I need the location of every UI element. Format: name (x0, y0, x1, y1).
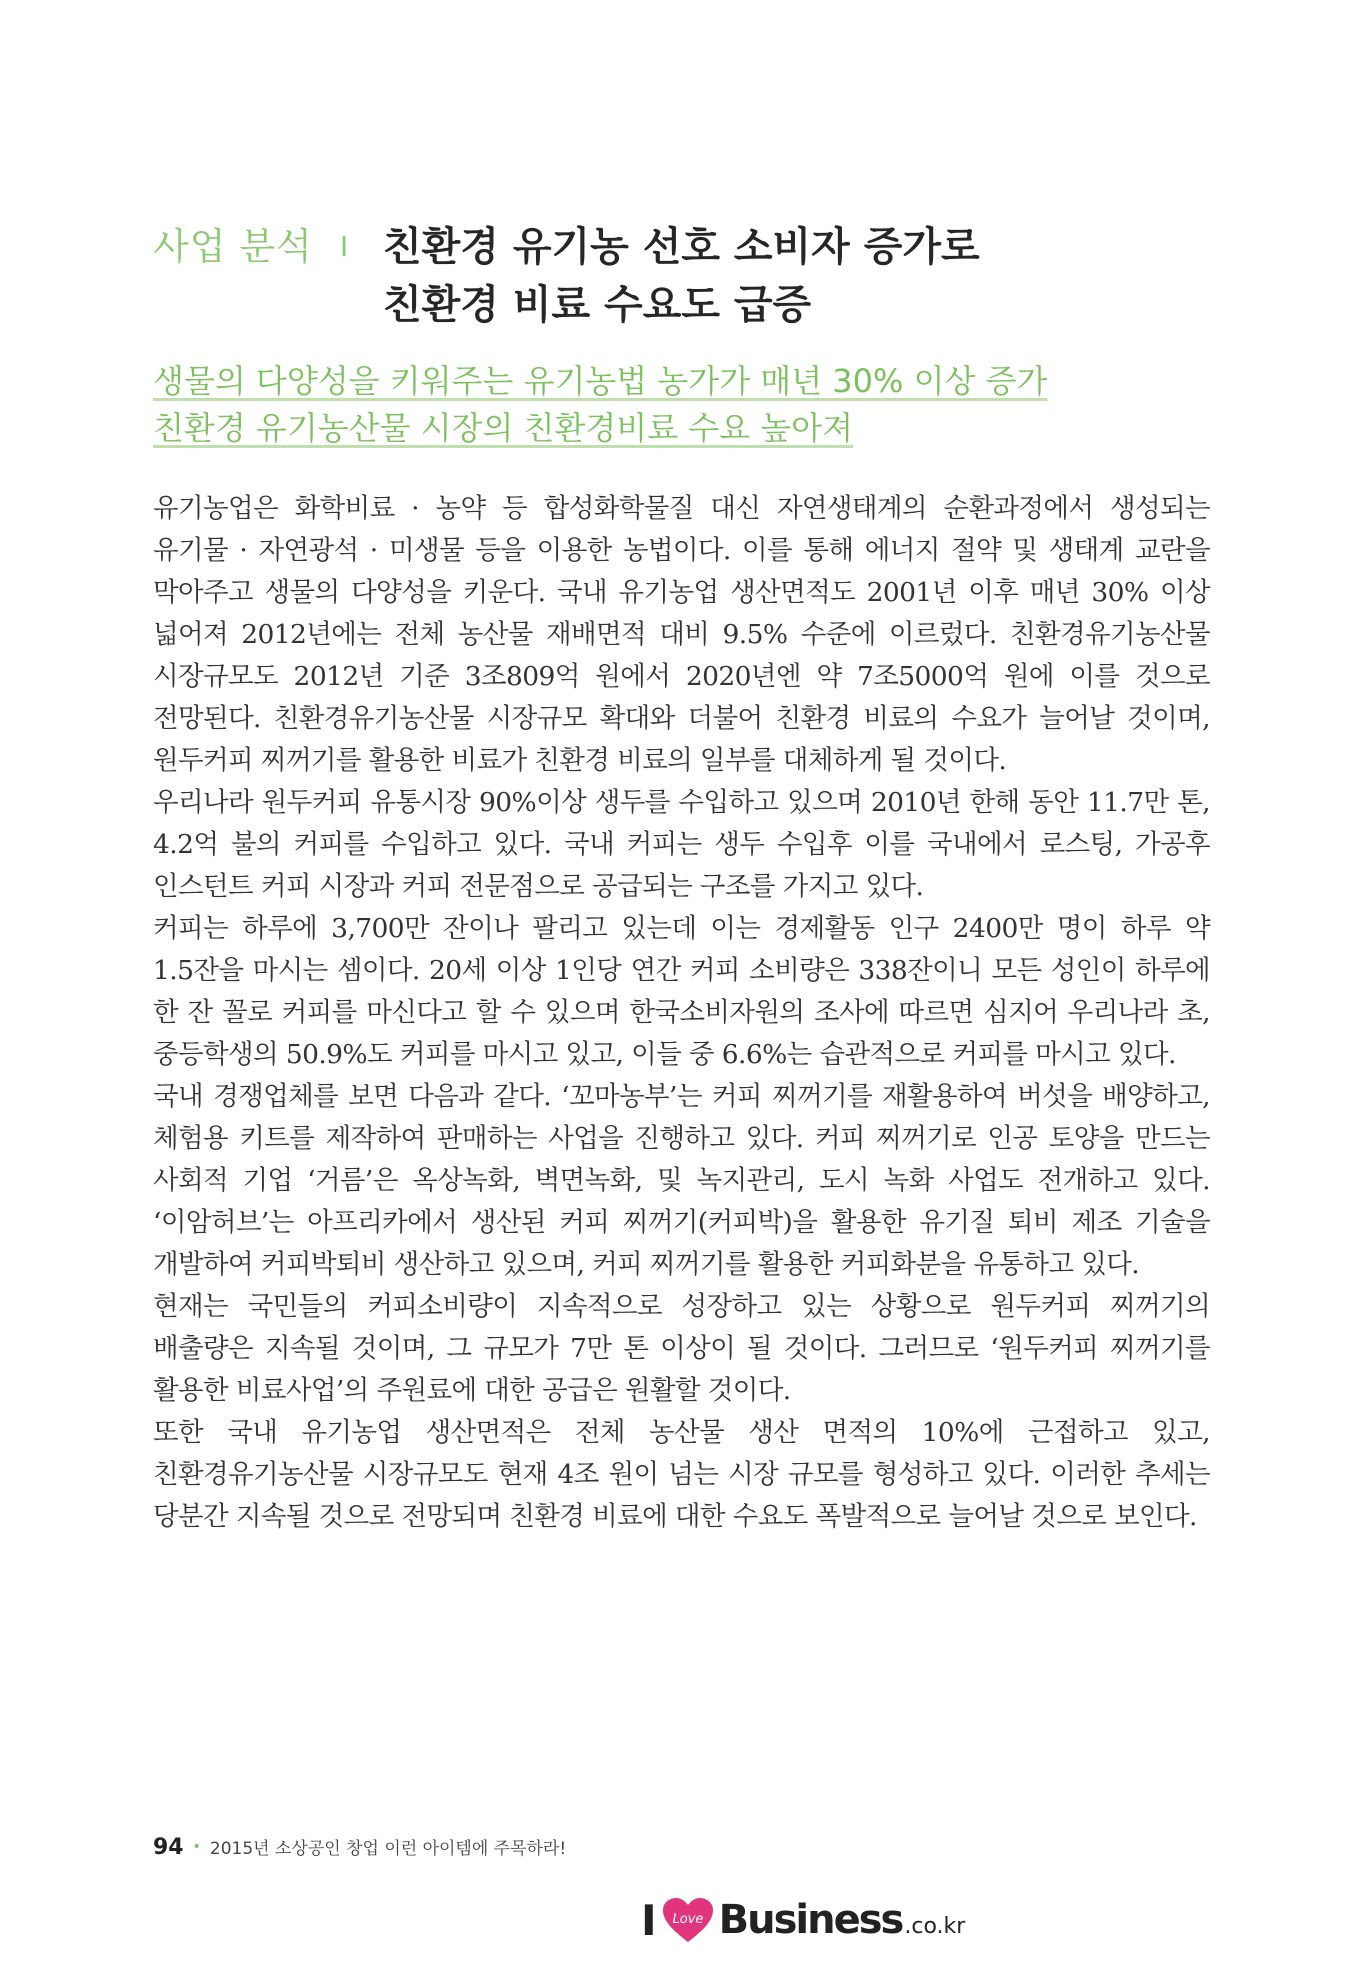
body-paragraph: 우리나라 원두커피 유통시장 90%이상 생두를 수입하고 있으며 2010년 한해 동안 11.7만 톤, 4.2억 불의 커피를 수입하고 있다. 국내 커피는 생두 수입후 이를 국내에서 로스팅, 가공후 인스턴트 커피 시장과 커피 전문점으로 공급되는 구조를 가지고 있다. (153, 787, 1210, 902)
brand-logo (641, 1890, 965, 1950)
article-header (153, 218, 980, 334)
body-paragraph: 유기농업은 화학비료 · 농약 등 합성화학물질 대신 자연생태계의 순환과정에서 생성되는 유기물 · 자연광석 · 미생물 등을 이용한 농법이다. 이를 통해 에너지 절약 및 생태계 교란을 막아주고 생물의 다양성을 키운다. 국내 유기농업 생산면적도 2001년 이후 매년 30% 이상 넓어져 2012년에는 전체 농산물 재배면적 대비 9.5% 수준에 이르렀다. 친환경유기농산물 시장규모도 2012년 기준 3조809억 원에서 2020년엔 약 7조5000억 원에 이를 것으로 전망된다. 친환경유기농산물 시장규모 확대와 더불어 친환경 비료의 수요가 늘어날 것이며, 원두커피 찌꺼기를 활용한 비료가 친환경 비료의 일부를 대체하게 될 것이다. (153, 493, 1210, 776)
subtitle-line: 친환경 유기농산물 시장의 친환경비료 수요 높아져 (153, 409, 854, 447)
body-paragraph: 커피는 하루에 3,700만 잔이나 팔리고 있는데 이는 경제활동 인구 2400만 명이 하루 약 1.5잔을 마시는 셈이다. 20세 이상 1인당 연간 커피 소비량은 338잔이니 모든 성인이 하루에 한 잔 꼴로 커피를 마신다고 할 수 있으며 한국소비자원의 조사에 따르면 심지어 우리나라 초,중등학생의 50.9%도 커피를 마시고 있고, 이들 중 6.6%는 습관적으로 커피를 마시고 있다. (153, 913, 1210, 1070)
article-title-line: 친환경 비료 수요도 급증 (383, 282, 812, 328)
section-label: 사업 분석 (153, 225, 313, 268)
logo-prefix: I (641, 1895, 657, 1945)
heart-icon (661, 1896, 715, 1944)
footer-text: 2015년 소상공인 창업 이런 아이템에 주목하라! (209, 1839, 567, 1859)
body-paragraph: 또한 국내 유기농업 생산면적은 전체 농산물 생산 면적의 10%에 근접하고 있고, 친환경유기농산물 시장규모도 현재 4조 원이 넘는 시장 규모를 형성하고 있다. 이러한 추세는 당분간 지속될 것으로 전망되며 친환경 비료에 대한 수요도 폭발적으로 늘어날 것으로 보인다. (153, 1417, 1210, 1532)
logo-domain: .co.kr (904, 1913, 966, 1939)
page-number: 94 (153, 1835, 184, 1860)
subtitle-line: 생물의 다양성을 키워주는 유기농법 농가가 매년 30% 이상 증가 (153, 362, 1048, 400)
logo-brand: Business (718, 1897, 903, 1943)
body-paragraph: 국내 경쟁업체를 보면 다음과 같다. ‘꼬마농부’는 커피 찌꺼기를 재활용하여 버섯을 배양하고, 체험용 키트를 제작하여 판매하는 사업을 진행하고 있다. 커피 찌꺼기로 인공 토양을 만드는 사회적 기업 ‘거름’은 옥상녹화, 벽면녹화, 및 녹지관리, 도시 녹화 사업도 전개하고 있다. ‘이암허브’는 아프리카에서 생산된 커피 찌꺼기(커피박)을 활용한 유기질 퇴비 제조 기술을 개발하여 커피박퇴비 생산하고 있으며, 커피 찌꺼기를 활용한 커피화분을 유통하고 있다. (153, 1081, 1210, 1280)
header-divider: I (340, 230, 349, 263)
footer-separator: • (192, 1839, 201, 1855)
article-subtitle (153, 358, 1047, 452)
article-body (153, 488, 1210, 1538)
logo-heart-text: Love (672, 1912, 704, 1927)
body-paragraph: 현재는 국민들의 커피소비량이 지속적으로 성장하고 있는 상황으로 원두커피 찌꺼기의 배출량은 지속될 것이며, 그 규모가 7만 톤 이상이 될 것이다. 그러므로 ‘원두커피 찌꺼기를 활용한 비료사업’의 주원료에 대한 공급은 원활할 것이다. (153, 1291, 1210, 1406)
page-footer (153, 1834, 566, 1860)
article-title-line: 친환경 유기농 선호 소비자 증가로 (383, 224, 980, 270)
article-title (383, 218, 980, 334)
